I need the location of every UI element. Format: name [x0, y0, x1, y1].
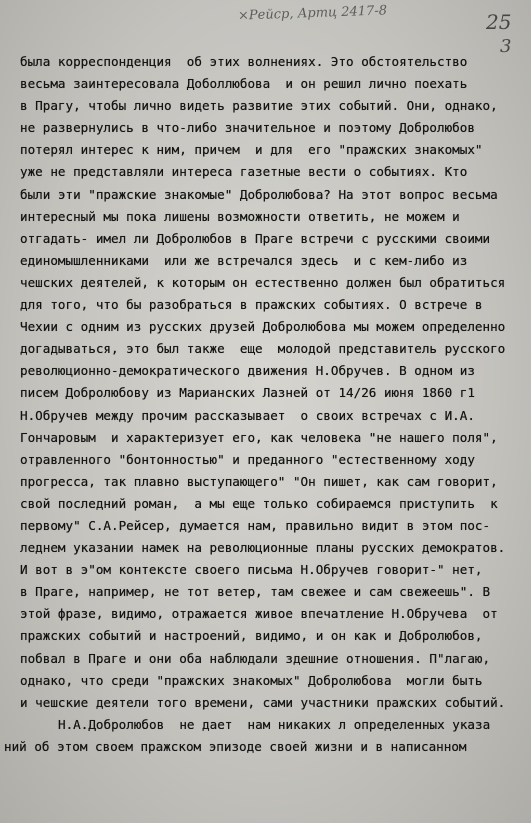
handwritten-note: ×Рейср, Артц 2417-8 [237, 3, 388, 24]
text-line: пражских событий и настроений, видимо, и он как и Добролюбов, [20, 628, 483, 644]
text-line: в Прагу, чтобы лично видеть развитие этих событий. Они, однако, [20, 98, 498, 114]
typewritten-body [0, 51, 531, 758]
text-line: догадываться, это был также еще молодой представитель русского [20, 341, 506, 357]
text-line: в Праге, например, не тот ветер, там свежее и сам свежеешь". В [20, 584, 491, 600]
text-line: чешских деятелей, к которым он естественно должен был обратиться [20, 274, 506, 290]
text-line: И вот в э"ом контексте своего письма Н.Обручев говорит-" нет, [20, 562, 483, 578]
text-line: интересный мы пока лишены возможности ответить, не можем и [20, 208, 460, 224]
text-line: единомышленниками или же встречался здесь и с кем-либо из [20, 252, 468, 268]
text-line: революционно-демократического движения Н.Обручев. В одном из [20, 363, 475, 379]
text-line: потерял интерес к ним, причем и для его "пражских знакомых" [20, 142, 483, 158]
text-line: не развернулись в что-либо значительное и поэтому Добролюбов [20, 120, 475, 136]
text-line: леднем указании намек на революционные планы русских демократов. [20, 540, 506, 556]
text-line: отравленного "бонтонностью" и преданного "естественному ходу [20, 451, 475, 467]
text-line: Чехии с одним из русских друзей Добролюбова мы можем определенно [20, 319, 506, 335]
text-line: Н.Обручев между прочим рассказывает о своих встречах с И.А. [20, 407, 475, 423]
text-line: побвал в Праге и они оба наблюдали здешние отношения. П"лагаю, [20, 650, 491, 666]
text-line: прогресса, так плавно выступающего" "Он пишет, как сам говорит, [20, 473, 498, 489]
text-line: первому" С.А.Рейсер, думается нам, правильно видит в этом пос- [20, 517, 491, 533]
text-line: писем Добролюбову из Марианских Лазней от 14/26 июня 1860 г1 [20, 385, 475, 401]
text-line: весьма заинтересовала Доболлюбова и он решил лично поехать [20, 76, 468, 92]
text-line: ний об этом своем пражском эпизоде своей жизни и в написанном [4, 738, 467, 754]
page-number-secondary: 3 [500, 36, 512, 57]
text-line: Н.А.Добролюбов не дает нам никаких л определенных указа [58, 716, 491, 732]
text-line: уже не представляли интереса газетные вести о событиях. Кто [20, 164, 468, 180]
text-line: однако, что среди "пражских знакомых" Добролюбова могли быть [20, 672, 483, 688]
text-line: этой фразе, видимо, отражается живое впечатление Н.Обручева от [20, 606, 498, 622]
text-line: были эти "пражские знакомые" Добролюбова? На этот вопрос весьма [20, 186, 498, 202]
text-line: отгадать- имел ли Добролюбов в Праге встречи с русскими своими [20, 230, 491, 246]
text-line: для того, что бы разобраться в пражских событиях. О встрече в [20, 297, 483, 313]
text-line: свой последний роман, а мы еще только собираемся приступить к [20, 495, 498, 511]
page-number-handwritten: 25 [486, 10, 512, 34]
text-line: и чешские деятели того времени, сами участники пражских событий. [20, 694, 506, 710]
text-line: Гончаровым и характеризует его, как человека "не нашего поля", [20, 429, 498, 445]
text-line: была корреспонденция об этих волнениях. Это обстоятельство [20, 54, 468, 69]
